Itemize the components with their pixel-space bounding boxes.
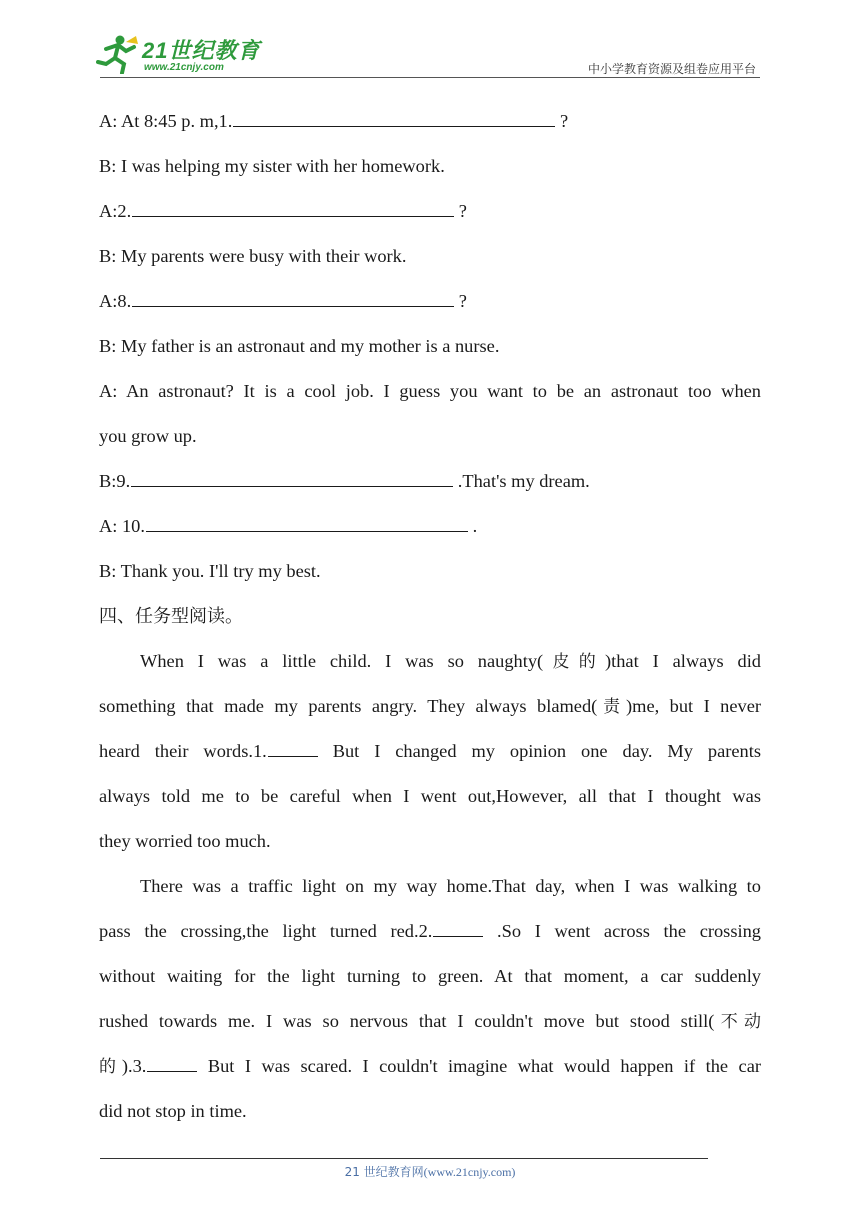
line-text: ).3. xyxy=(121,1056,147,1076)
passage-line xyxy=(99,1044,761,1089)
document-body xyxy=(99,99,761,1134)
footer-site-name: 21 世纪教育网 xyxy=(344,1165,424,1179)
line-text: 皮的 xyxy=(543,652,605,672)
line-text: A:2. xyxy=(99,201,132,221)
line-text: pass the crossing,the light turned red.2. xyxy=(99,921,433,941)
dialogue-line: B: I was helping my sister with her homework. xyxy=(99,156,445,176)
footer-url[interactable]: (www.21cnjy.com) xyxy=(423,1165,516,1179)
logo-text: 21世纪教育 xyxy=(142,38,261,63)
answer-blank xyxy=(131,468,453,487)
line-text: 不动 xyxy=(714,1012,761,1032)
answer-blank xyxy=(433,918,483,937)
answer-blank xyxy=(268,738,318,757)
line-text: )me, but I never xyxy=(626,696,761,716)
line-text: A:8. xyxy=(99,291,132,311)
dialogue-line: B: Thank you. I'll try my best. xyxy=(99,561,321,581)
dialogue-line xyxy=(99,99,761,144)
line-text: But I was scared. I couldn't imagine what would happen if the car xyxy=(197,1056,761,1076)
answer-blank xyxy=(132,198,454,217)
line-text: .That's my dream. xyxy=(453,471,590,491)
footer-divider xyxy=(100,1158,708,1159)
line-text: B:9. xyxy=(99,471,131,491)
header-divider xyxy=(100,77,760,78)
runner-icon xyxy=(96,34,140,74)
page-footer xyxy=(100,1163,760,1180)
line-text: ? xyxy=(454,291,467,311)
passage-line xyxy=(99,999,761,1044)
line-text: )that I always did xyxy=(605,651,761,671)
line-text: . xyxy=(467,516,478,536)
answer-blank xyxy=(147,1053,197,1072)
line-text: heard their words.1. xyxy=(99,741,267,761)
passage-line xyxy=(99,729,761,774)
dialogue-line: you grow up. xyxy=(99,426,197,446)
dialogue-line: B: My parents were busy with their work. xyxy=(99,246,407,266)
dialogue-line: A: An astronaut? It is a cool job. I guess you want to be an astronaut too when xyxy=(99,381,761,401)
passage-line xyxy=(99,909,761,954)
passage-line: without waiting for the light turning to green. At that moment, a car suddenly xyxy=(99,966,761,986)
passage-line xyxy=(99,639,761,684)
page-header xyxy=(0,0,860,80)
platform-name: 中小学教育资源及组卷应用平台 xyxy=(587,62,756,76)
answer-blank xyxy=(132,288,454,307)
answer-blank xyxy=(233,108,555,127)
passage-line: they worried too much. xyxy=(99,831,271,851)
dialogue-line xyxy=(99,504,761,549)
line-text: ? xyxy=(555,111,569,131)
line-text: rushed towards me. I was so nervous that I couldn't move but stood still( xyxy=(99,1011,715,1031)
line-text: A: 10. xyxy=(99,516,145,536)
passage-line: did not stop in time. xyxy=(99,1101,247,1121)
section-title: 四、任务型阅读。 xyxy=(99,606,243,627)
dialogue-line: B: My father is an astronaut and my mother is a nurse. xyxy=(99,336,500,356)
line-text: 的 xyxy=(99,1057,122,1077)
answer-blank xyxy=(146,513,468,532)
dialogue-line xyxy=(99,279,761,324)
line-text: When I was a little child. I was so naughty( xyxy=(140,651,544,671)
passage-line: always told me to be careful when I went out,However, all that I thought was xyxy=(99,786,761,806)
line-text: 责 xyxy=(597,697,627,717)
dialogue-line xyxy=(99,459,761,504)
passage-line: There was a traffic light on my way home.That day, when I was walking to xyxy=(140,876,761,896)
line-text: ? xyxy=(454,201,467,221)
line-text: But I changed my opinion one day. My parents xyxy=(317,741,761,761)
site-logo xyxy=(96,34,261,78)
logo-url: www.21cnjy.com xyxy=(144,62,224,73)
line-text: something that made my parents angry. They always blamed( xyxy=(99,696,598,716)
line-text: A: At 8:45 p. m,1. xyxy=(99,111,233,131)
dialogue-line xyxy=(99,189,761,234)
line-text: .So I went across the crossing xyxy=(483,921,761,941)
passage-line xyxy=(99,684,761,729)
